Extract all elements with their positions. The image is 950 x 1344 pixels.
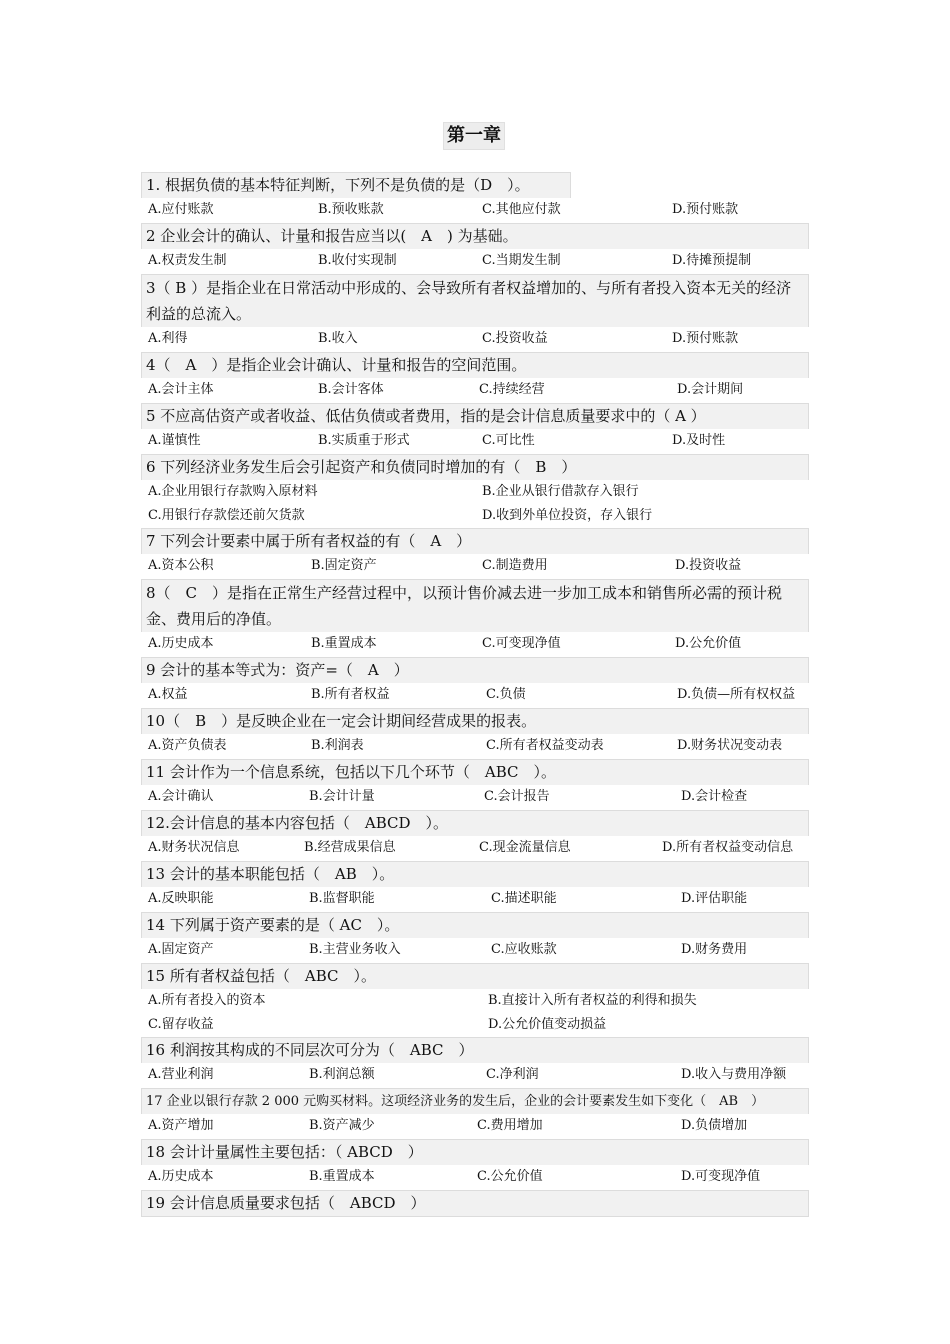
option-d: D.财务状况变动表 [677,738,783,753]
option-d: D.预付账款 [672,331,739,346]
option-b: B.预收账款 [318,202,384,217]
option-d: D.收到外单位投资，存入银行 [482,508,653,523]
option-d: D.预付账款 [672,202,739,217]
option-d: D.会计检查 [681,789,748,804]
option-a: A.资本公积 [148,558,214,573]
question-text: 6 下列经济业务发生后会引起资产和负债同时增加的有（ B ） [141,454,809,480]
options-row [141,734,809,759]
options-row [141,887,809,912]
option-d: D.所有者权益变动信息 [662,840,794,855]
option-d: D.待摊预提制 [672,253,752,268]
option-c: C.净利润 [486,1067,539,1082]
option-c: C.现金流量信息 [479,840,571,855]
question-text: 19 会计信息质量要求包括（ ABCD ） [141,1190,809,1217]
option-b: B.利润表 [311,738,364,753]
option-b: B.实质重于形式 [318,433,410,448]
option-c: C.应收账款 [491,942,557,957]
question-text: 10（ B ）是反映企业在一定会计期间经营成果的报表。 [141,708,809,734]
option-d: D.评估职能 [681,891,748,906]
options-row [141,632,809,657]
options-row [141,785,809,810]
options-row [141,1114,809,1139]
question-text: 5 不应高估资产或者收益、低估负债或者费用，指的是会计信息质量要求中的（ A ） [141,403,809,429]
chapter-title: 第一章 [443,122,505,150]
question-sheet [141,172,809,1217]
option-c: C.可变现净值 [482,636,561,651]
question-text: 1. 根据负债的基本特征判断，下列不是负债的是（D ）。 [141,172,571,198]
option-b: B.收付实现制 [318,253,397,268]
question-text: 8（ C ）是指在正常生产经营过程中，以预计售价减去进一步加工成本和销售所必需的预计税金、费用后的净值。 [141,579,809,632]
option-d: D.投资收益 [675,558,742,573]
option-c: C.制造费用 [482,558,548,573]
option-a: A.反映职能 [148,891,214,906]
option-c: C.负债 [486,687,526,702]
option-b: B.主营业务收入 [309,942,401,957]
options-row [141,836,809,861]
question-text: 17 企业以银行存款 2 000 元购买材料。这项经济业务的发生后，企业的会计要素发生如下变化（ AB ） [141,1088,809,1114]
option-a: A.固定资产 [148,942,214,957]
option-a: A.企业用银行存款购入原材料 [148,484,318,499]
question-text: 9 会计的基本等式为：资产=（ A ） [141,657,809,683]
option-c: C.描述职能 [491,891,557,906]
option-d: D.负债—所有权权益 [677,687,796,702]
option-d: D.负债增加 [681,1118,748,1133]
option-a: A.权责发生制 [148,253,227,268]
option-b: B.所有者权益 [311,687,390,702]
question-text: 16 利润按其构成的不同层次可分为（ ABC ） [141,1037,809,1063]
option-d: D.财务费用 [681,942,748,957]
question-text: 15 所有者权益包括（ ABC ）。 [141,963,809,989]
option-b: B.重置成本 [311,636,377,651]
option-c: C.所有者权益变动表 [486,738,604,753]
option-c: C.投资收益 [482,331,548,346]
question-text: 4（ A ）是指企业会计确认、计量和报告的空间范围。 [141,352,809,378]
options-row [141,554,809,579]
question-text: 13 会计的基本职能包括（ AB ）。 [141,861,809,887]
option-d: D.公允价值变动损益 [488,1017,607,1032]
option-d: D.会计期间 [677,382,744,397]
options-row [141,198,809,223]
option-a: A.历史成本 [148,636,214,651]
option-b: B.收入 [318,331,358,346]
option-c: C.可比性 [482,433,535,448]
option-d: D.及时性 [672,433,726,448]
option-c: C.其他应付款 [482,202,561,217]
option-a: A.谨慎性 [148,433,201,448]
option-c: C.公允价值 [477,1169,543,1184]
options-row [141,1165,809,1190]
option-a: A.营业利润 [148,1067,214,1082]
option-a: A.所有者投入的资本 [148,993,266,1008]
question-text: 18 会计计量属性主要包括：（ ABCD ） [141,1139,809,1165]
option-a: A.资产负债表 [148,738,227,753]
options-row [141,327,809,352]
option-b: B.会计客体 [318,382,384,397]
option-a: A.历史成本 [148,1169,214,1184]
option-c: C.用银行存款偿还前欠货款 [148,508,305,523]
option-b: B.企业从银行借款存入银行 [482,484,639,499]
options-row [141,480,809,528]
option-a: A.资产增加 [148,1118,214,1133]
option-d: D.收入与费用净额 [681,1067,787,1082]
option-b: B.直接计入所有者权益的利得和损失 [488,993,697,1008]
option-c: C.会计报告 [484,789,550,804]
option-b: B.固定资产 [311,558,377,573]
option-b: B.会计计量 [309,789,375,804]
option-a: A.财务状况信息 [148,840,240,855]
option-c: C.留存收益 [148,1017,214,1032]
option-c: C.当期发生制 [482,253,561,268]
options-row [141,989,809,1037]
options-row [141,683,809,708]
question-text: 14 下列属于资产要素的是（ AC ）。 [141,912,809,938]
question-text: 12.会计信息的基本内容包括（ ABCD ）。 [141,810,809,836]
question-text: 11 会计作为一个信息系统，包括以下几个环节（ ABC ）。 [141,759,809,785]
option-b: B.经营成果信息 [304,840,396,855]
option-b: B.重置成本 [309,1169,375,1184]
option-a: A.会计主体 [148,382,214,397]
option-d: D.可变现净值 [681,1169,761,1184]
option-c: C.费用增加 [477,1118,543,1133]
option-d: D.公允价值 [675,636,742,651]
option-a: A.会计确认 [148,789,214,804]
option-b: B.监督职能 [309,891,375,906]
options-row [141,938,809,963]
question-text: 2 企业会计的确认、计量和报告应当以( A ) 为基础。 [141,223,809,249]
option-b: B.资产减少 [309,1118,375,1133]
question-text: 3（ B ）是指企业在日常活动中形成的、会导致所有者权益增加的、与所有者投入资本无关的经济利益的总流入。 [141,274,809,327]
options-row [141,378,809,403]
options-row [141,1063,809,1088]
options-row [141,429,809,454]
option-a: A.权益 [148,687,188,702]
option-c: C.持续经营 [479,382,545,397]
option-a: A.应付账款 [148,202,214,217]
options-row [141,249,809,274]
question-text: 7 下列会计要素中属于所有者权益的有（ A ） [141,528,809,554]
option-b: B.利润总额 [309,1067,375,1082]
option-a: A.利得 [148,331,188,346]
